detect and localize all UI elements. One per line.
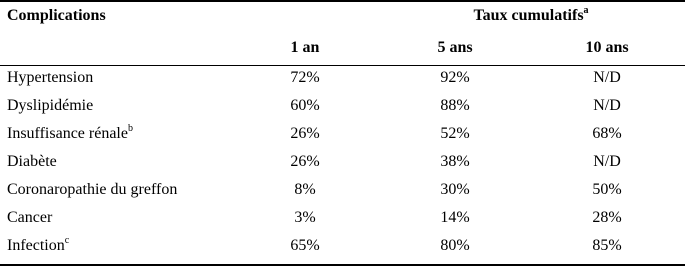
table-bottom-rule (0, 264, 685, 266)
cell-10-ans: 28% (592, 209, 622, 226)
header-col-10-ans: 10 ans (585, 39, 629, 56)
row-label: Hypertension (7, 69, 94, 86)
header-taux-cumulatifs (400, 6, 662, 26)
header-col-5-ans: 5 ans (437, 39, 473, 56)
cell-1-an: 65% (290, 237, 320, 254)
cell-1-an: 3% (294, 209, 316, 226)
row-label: Insuffisance rénale$^b$ (7, 123, 133, 142)
cell-5-ans: 88% (440, 97, 470, 114)
cell-5-ans: 30% (440, 181, 470, 198)
cell-5-ans: 52% (440, 125, 470, 142)
header-complications: Complications (7, 7, 106, 24)
cell-10-ans: N/D (593, 69, 621, 86)
cell-1-an: 72% (290, 69, 320, 86)
row-label: Cancer (7, 209, 53, 226)
header-taux-cumulatifs-label: Taux cumulatifs (473, 7, 584, 24)
cell-5-ans: 80% (440, 237, 470, 254)
cell-1-an: 26% (290, 153, 320, 170)
cell-10-ans: N/D (593, 153, 621, 170)
footnote-marker-a: a (583, 5, 589, 16)
row-label: Dyslipidémie (7, 97, 94, 114)
row-label: Coronaropathie du greffon (7, 181, 178, 198)
cell-1-an: 8% (294, 181, 316, 198)
cell-10-ans: 50% (592, 181, 622, 198)
cell-10-ans: 68% (592, 125, 622, 142)
cell-5-ans: 14% (440, 209, 470, 226)
header-col-1-an: 1 an (290, 39, 320, 56)
cell-10-ans: 85% (592, 237, 622, 254)
table-top-rule (0, 0, 685, 2)
cell-5-ans: 92% (440, 69, 470, 86)
cell-1-an: 26% (290, 125, 320, 142)
table-header-rule (0, 65, 685, 66)
cell-10-ans: N/D (593, 97, 621, 114)
row-label: Infection$^c$ (7, 235, 70, 254)
cell-1-an: 60% (290, 97, 320, 114)
row-label: Diabète (7, 153, 57, 170)
cell-5-ans: 38% (440, 153, 470, 170)
